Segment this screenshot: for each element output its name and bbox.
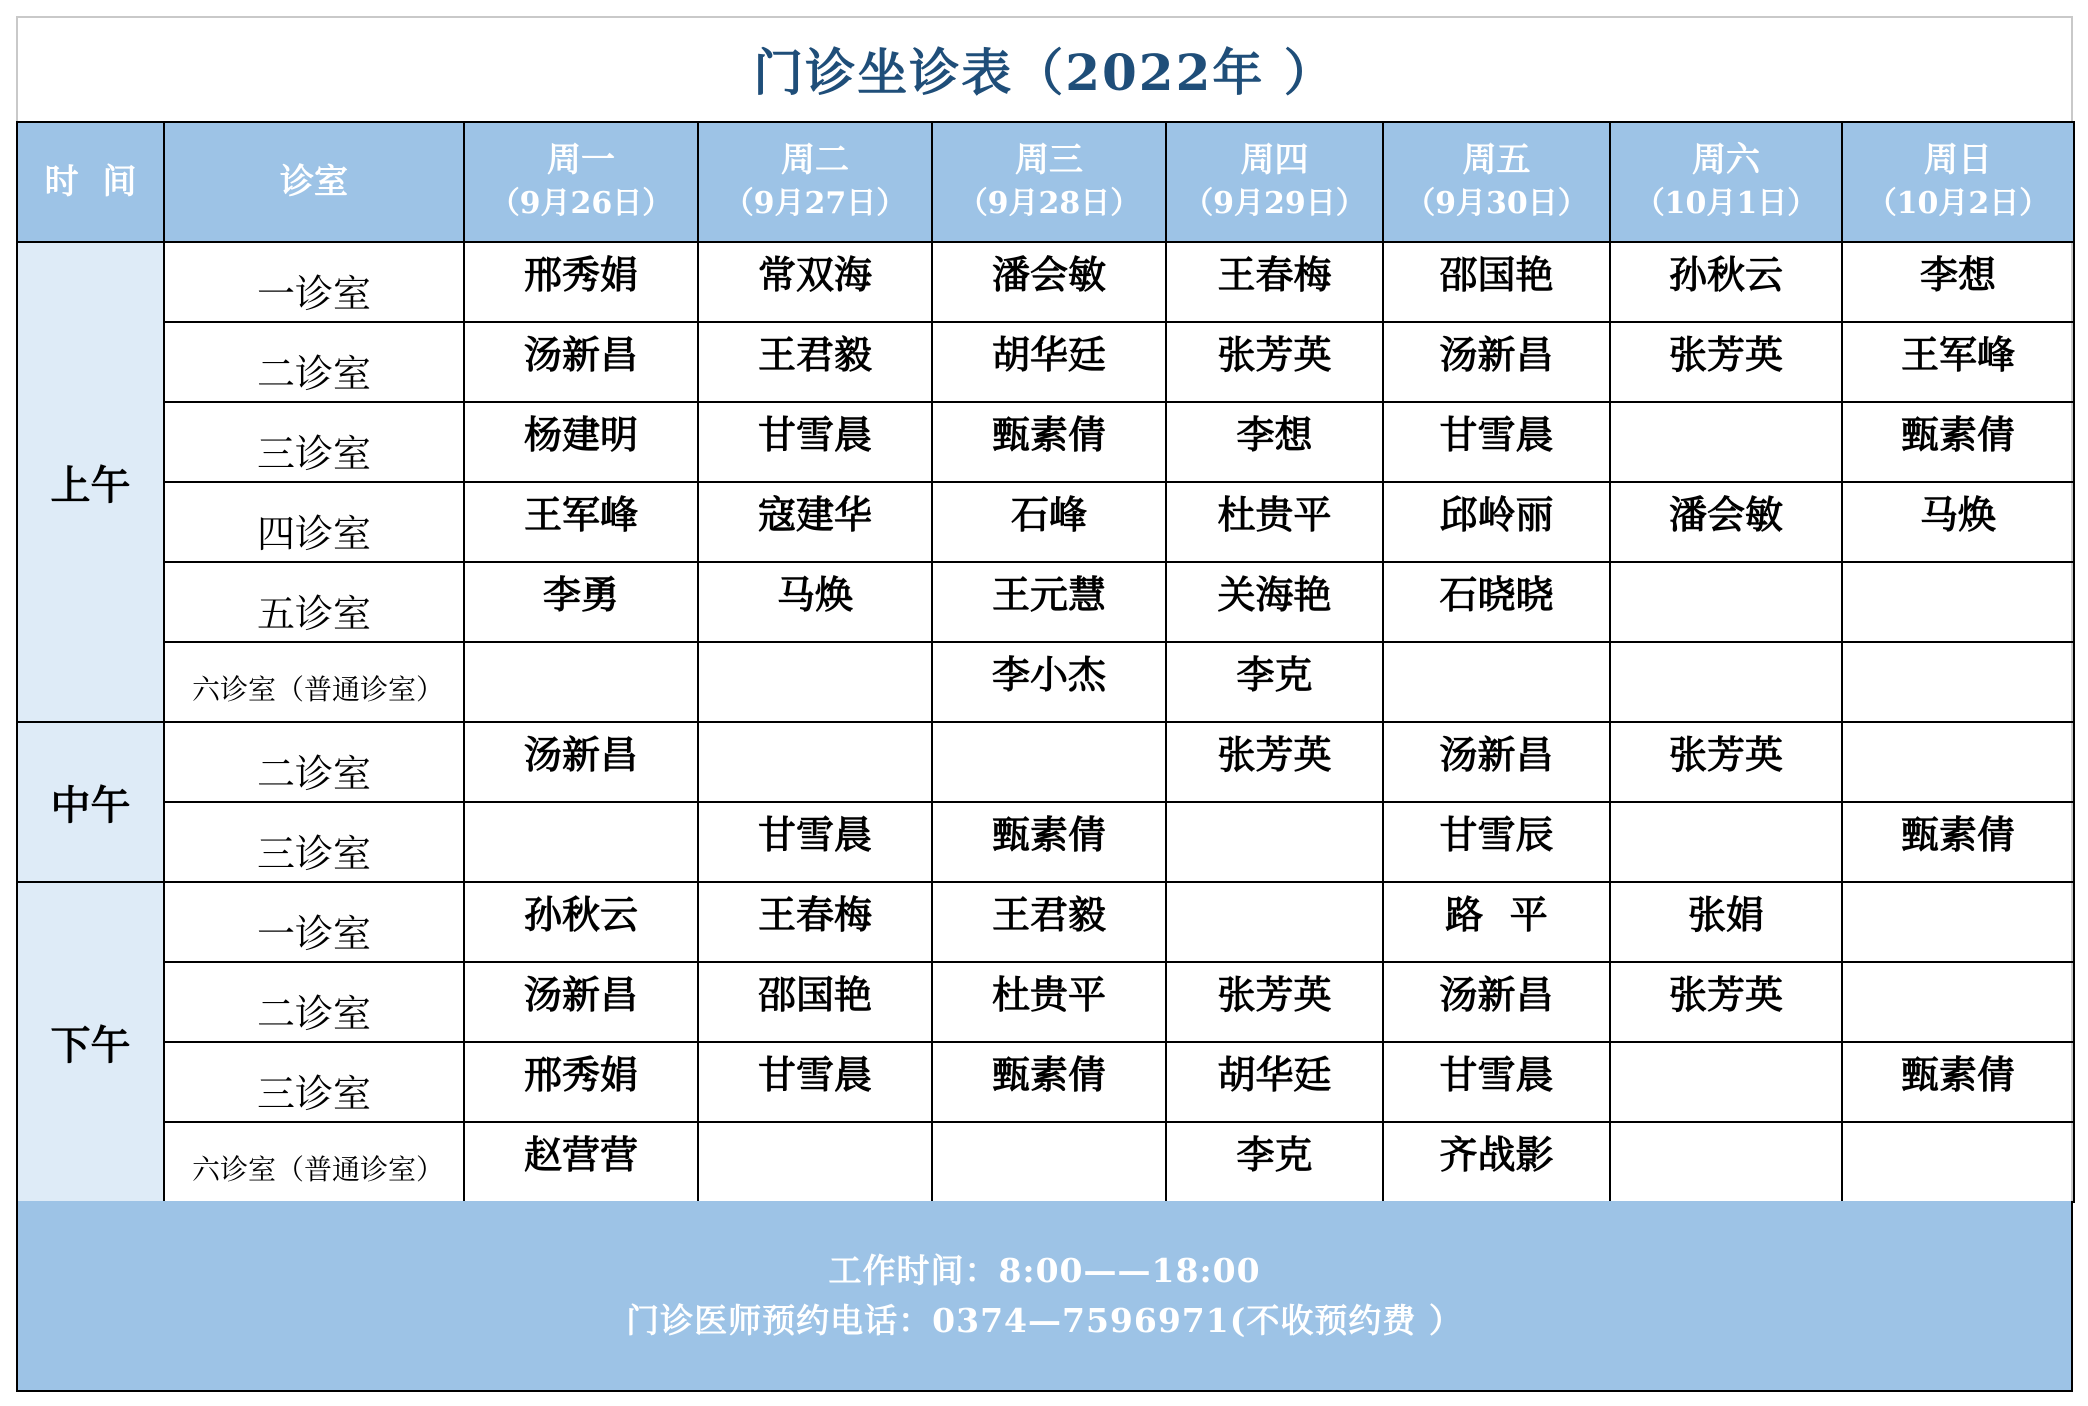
- doctor-cell: [698, 1122, 932, 1202]
- room-cell: 三诊室: [164, 1042, 464, 1122]
- period-cell: 上午: [17, 242, 164, 722]
- doctor-cell: [1166, 882, 1383, 962]
- doctor-cell: 邵国艳: [698, 962, 932, 1042]
- doctor-cell: 马焕: [698, 562, 932, 642]
- doctor-cell: 甘雪晨: [698, 402, 932, 482]
- day-date: （9月28日）: [957, 186, 1141, 221]
- doctor-cell: 汤新昌: [464, 722, 698, 802]
- doctor-cell: 张娟: [1610, 882, 1842, 962]
- doctor-cell: 汤新昌: [1383, 722, 1610, 802]
- doctor-cell: 王君毅: [932, 882, 1166, 962]
- doctor-cell: [932, 1122, 1166, 1202]
- doctor-cell: [1842, 882, 2074, 962]
- day-header: [1166, 122, 1383, 242]
- doctor-cell: [464, 642, 698, 722]
- doctor-cell: [1842, 562, 2074, 642]
- time-header: 时 间: [17, 122, 164, 242]
- day-date: （10月2日）: [1866, 186, 2050, 221]
- title-bar: [16, 16, 2073, 121]
- doctor-cell: 邱岭丽: [1383, 482, 1610, 562]
- day-name: 周四: [1240, 140, 1309, 180]
- working-hours: 工作时间：8:00——18:00: [828, 1250, 1261, 1290]
- appointment-phone: 门诊医师预约电话：0374—7596971(不收预约费 ）: [626, 1300, 1463, 1340]
- doctor-cell: 甘雪晨: [1383, 402, 1610, 482]
- doctor-cell: 常双海: [698, 242, 932, 322]
- doctor-cell: 甘雪晨: [698, 1042, 932, 1122]
- doctor-cell: 甄素倩: [932, 802, 1166, 882]
- doctor-cell: 邵国艳: [1383, 242, 1610, 322]
- doctor-cell: [1842, 962, 2074, 1042]
- day-header: [1610, 122, 1842, 242]
- doctor-cell: 汤新昌: [1383, 322, 1610, 402]
- day-date: （9月26日）: [489, 186, 673, 221]
- doctor-cell: 路 平: [1383, 882, 1610, 962]
- doctor-cell: 张芳英: [1166, 962, 1383, 1042]
- doctor-cell: 王春梅: [1166, 242, 1383, 322]
- doctor-cell: 汤新昌: [1383, 962, 1610, 1042]
- doctor-cell: 汤新昌: [464, 962, 698, 1042]
- doctor-cell: 甘雪辰: [1383, 802, 1610, 882]
- schedule-row: [17, 1122, 2074, 1202]
- schedule-row: [17, 402, 2074, 482]
- doctor-cell: [1842, 1122, 2074, 1202]
- day-date: （10月1日）: [1634, 186, 1818, 221]
- doctor-cell: 李小杰: [932, 642, 1166, 722]
- doctor-cell: [698, 642, 932, 722]
- doctor-cell: [698, 722, 932, 802]
- doctor-cell: 潘会敏: [932, 242, 1166, 322]
- doctor-cell: 杜贵平: [932, 962, 1166, 1042]
- day-header: [1383, 122, 1610, 242]
- room-cell: 一诊室: [164, 242, 464, 322]
- room-cell: 五诊室: [164, 562, 464, 642]
- room-cell: 二诊室: [164, 962, 464, 1042]
- day-name: 周三: [1015, 140, 1083, 180]
- day-header: [464, 122, 698, 242]
- period-cell: 中午: [17, 722, 164, 882]
- doctor-cell: 齐战影: [1383, 1122, 1610, 1202]
- day-date: （9月27日）: [723, 186, 907, 221]
- page-title: 门诊坐诊表（2022年 ）: [753, 42, 1336, 102]
- doctor-cell: 甄素倩: [932, 1042, 1166, 1122]
- doctor-cell: 李克: [1166, 642, 1383, 722]
- doctor-cell: 石峰: [932, 482, 1166, 562]
- doctor-cell: 汤新昌: [464, 322, 698, 402]
- doctor-cell: 李勇: [464, 562, 698, 642]
- doctor-cell: [1610, 1042, 1842, 1122]
- doctor-cell: 甄素倩: [932, 402, 1166, 482]
- schedule-row: [17, 242, 2074, 322]
- doctor-cell: 李克: [1166, 1122, 1383, 1202]
- day-date: （9月29日）: [1183, 186, 1366, 221]
- doctor-cell: [1610, 1122, 1842, 1202]
- doctor-cell: 王军峰: [464, 482, 698, 562]
- schedule-row: [17, 642, 2074, 722]
- doctor-cell: [1842, 722, 2074, 802]
- room-cell: 四诊室: [164, 482, 464, 562]
- doctor-cell: [1842, 642, 2074, 722]
- doctor-cell: 潘会敏: [1610, 482, 1842, 562]
- room-cell: 三诊室: [164, 402, 464, 482]
- doctor-cell: [1610, 562, 1842, 642]
- doctor-cell: 孙秋云: [464, 882, 698, 962]
- doctor-cell: 杨建明: [464, 402, 698, 482]
- day-header: [932, 122, 1166, 242]
- doctor-cell: 胡华廷: [932, 322, 1166, 402]
- doctor-cell: 张芳英: [1610, 722, 1842, 802]
- day-header: [698, 122, 932, 242]
- day-date: （9月30日）: [1405, 186, 1588, 221]
- header-row: [17, 122, 2074, 242]
- doctor-cell: [1166, 802, 1383, 882]
- footer: [16, 1201, 2073, 1392]
- doctor-cell: 邢秀娟: [464, 1042, 698, 1122]
- doctor-cell: 赵营营: [464, 1122, 698, 1202]
- doctor-cell: 石晓晓: [1383, 562, 1610, 642]
- schedule-row: [17, 882, 2074, 962]
- room-cell: 六诊室（普通诊室）: [164, 1122, 464, 1202]
- doctor-cell: 邢秀娟: [464, 242, 698, 322]
- schedule-row: [17, 722, 2074, 802]
- doctor-cell: [1383, 642, 1610, 722]
- day-name: 周二: [781, 140, 849, 180]
- doctor-cell: 孙秋云: [1610, 242, 1842, 322]
- doctor-cell: 张芳英: [1610, 322, 1842, 402]
- room-cell: 二诊室: [164, 722, 464, 802]
- doctor-cell: 王军峰: [1842, 322, 2074, 402]
- doctor-cell: 甄素倩: [1842, 402, 2074, 482]
- schedule-table: [16, 121, 2075, 1203]
- doctor-cell: 张芳英: [1610, 962, 1842, 1042]
- doctor-cell: 张芳英: [1166, 322, 1383, 402]
- doctor-cell: 甘雪晨: [1383, 1042, 1610, 1122]
- doctor-cell: 王君毅: [698, 322, 932, 402]
- room-cell: 二诊室: [164, 322, 464, 402]
- period-cell: 下午: [17, 882, 164, 1202]
- doctor-cell: 甘雪晨: [698, 802, 932, 882]
- day-name: 周一: [547, 140, 615, 180]
- doctor-cell: 寇建华: [698, 482, 932, 562]
- schedule-row: [17, 322, 2074, 402]
- doctor-cell: [1610, 802, 1842, 882]
- room-cell: 六诊室（普通诊室）: [164, 642, 464, 722]
- day-header: [1842, 122, 2074, 242]
- day-name: 周六: [1692, 140, 1760, 180]
- doctor-cell: 王元慧: [932, 562, 1166, 642]
- doctor-cell: [464, 802, 698, 882]
- doctor-cell: 李想: [1842, 242, 2074, 322]
- doctor-cell: [1610, 402, 1842, 482]
- schedule-body: [17, 242, 2074, 1202]
- doctor-cell: [932, 722, 1166, 802]
- doctor-cell: [1610, 642, 1842, 722]
- schedule-row: [17, 802, 2074, 882]
- doctor-cell: 马焕: [1842, 482, 2074, 562]
- doctor-cell: 杜贵平: [1166, 482, 1383, 562]
- room-cell: 三诊室: [164, 802, 464, 882]
- schedule-row: [17, 482, 2074, 562]
- doctor-cell: 王春梅: [698, 882, 932, 962]
- day-name: 周五: [1462, 140, 1531, 180]
- doctor-cell: 胡华廷: [1166, 1042, 1383, 1122]
- day-name: 周日: [1924, 140, 1992, 180]
- doctor-cell: 李想: [1166, 402, 1383, 482]
- room-header: 诊室: [164, 122, 464, 242]
- room-cell: 一诊室: [164, 882, 464, 962]
- doctor-cell: 甄素倩: [1842, 1042, 2074, 1122]
- schedule-row: [17, 962, 2074, 1042]
- doctor-cell: 张芳英: [1166, 722, 1383, 802]
- schedule-row: [17, 562, 2074, 642]
- doctor-cell: 甄素倩: [1842, 802, 2074, 882]
- doctor-cell: 关海艳: [1166, 562, 1383, 642]
- schedule-row: [17, 1042, 2074, 1122]
